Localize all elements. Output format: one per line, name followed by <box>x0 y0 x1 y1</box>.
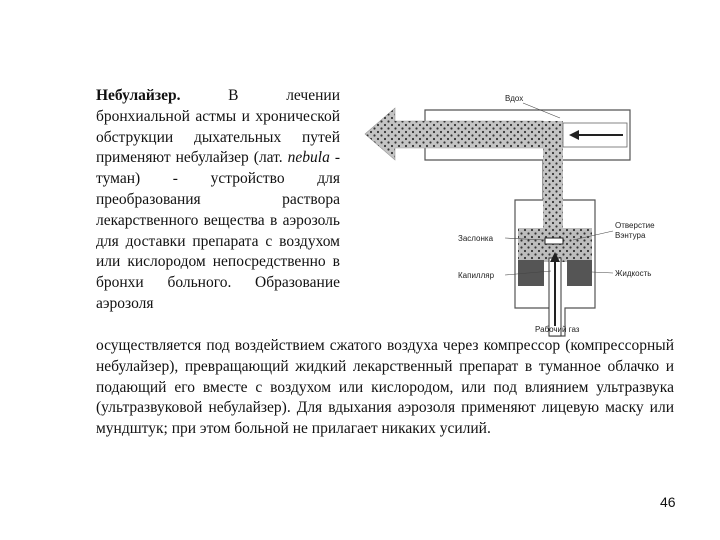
label-damper: Заслонка <box>458 234 494 243</box>
intro-paragraph <box>96 86 340 315</box>
label-opening: Отверстие <box>615 221 655 230</box>
heading-term: Небулайзер. <box>96 87 181 104</box>
intro-text-2: - туман) - устройство для преобразования раствора лекарственного вещества в аэрозоль для доставки препарата с воздухом или кислородом непосредственно в бронхи больного. Образование аэрозоля <box>96 149 340 312</box>
label-liquid: Жидкость <box>615 269 652 278</box>
label-capillary: Капилляр <box>458 271 495 280</box>
nebulizer-diagram <box>355 88 675 338</box>
continuation-paragraph: осуществляется под воздействием сжатого воздуха через компрессор (компрессорный небулайзер), превращающий жидкий лекарственный препарат в туманное облачко и подающий его вместе с воздухом или кислородом, или под влиянием ультразвука (ультразвуковой небулайзер). Для вдыхания аэрозоля применяют лицевую маску или мундштук; при этом больной не прилагает никаких усилий. <box>96 337 674 438</box>
page-number: 46 <box>660 494 676 510</box>
liquid-reservoir-right <box>567 260 592 286</box>
damper-plate <box>545 238 563 244</box>
label-jet: Вэнтура <box>615 231 646 240</box>
latin-term: nebula <box>287 149 330 167</box>
label-working-gas: Рабочий газ <box>535 325 580 334</box>
label-inhale: Вдох <box>505 94 524 103</box>
intro-text-1: В лечении бронхиальной астмы и хронической обструкции дыхательных путей применяют небулайзер (лат. <box>96 87 340 167</box>
